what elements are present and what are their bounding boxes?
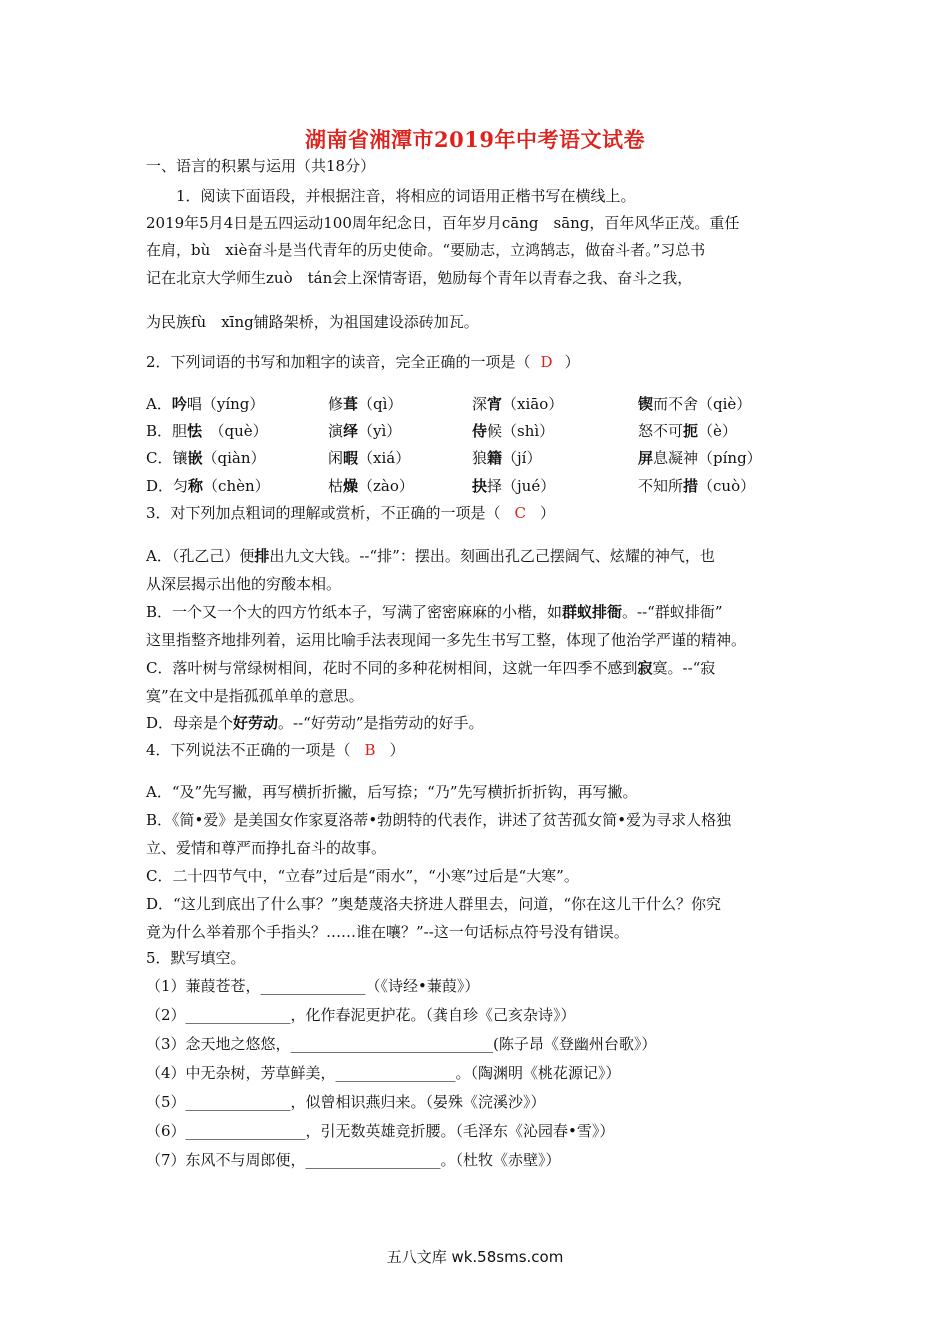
q3-option-c-line-2: 寞”在文中是指孤孤单单的意思。 (146, 687, 364, 705)
q2-option-b-4: 怒不可扼（è） (638, 422, 737, 440)
q2-option-d-3: 抉择（jué） (472, 477, 556, 495)
q3-option-c-line-1: C．落叶树与常绿树相间，花时不同的多种花树相间，这就一年四季不感到寂寞。--“寂 (146, 659, 716, 677)
q2-option-c-4: 屏息凝神（píng） (638, 449, 762, 467)
q3-option-a-line-2: 从深层揭示出他的穷酸本相。 (146, 575, 342, 593)
q4-stem-text: 4．下列说法不正确的一项是（ (146, 741, 351, 759)
q5-item-7: （7）东风不与周郎便，__________________。（杜牧《赤壁》） (146, 1151, 561, 1169)
q2-option-d-1: D．匀称（chèn） (146, 477, 270, 495)
q5-item-6: （6）________________，引无数英雄竞折腰。（毛泽东《沁园春•雪》） (146, 1122, 615, 1140)
q2-option-b-2: 演绎（yì） (328, 422, 402, 440)
q1-line-4: 为民族fù xīng铺路架桥，为祖国建设添砖加瓦。 (146, 313, 479, 331)
q4-option-c: C．二十四节气中，“立春”过后是“雨水”，“小寒”过后是“大寒”。 (146, 867, 579, 885)
q3-stem-text: 3．对下列加点粗词的理解或赏析，不正确的一项是（ (146, 504, 501, 522)
q5-stem: 5．默写填空。 (146, 949, 246, 967)
q2-stem (146, 352, 580, 372)
q3-option-b-line-2: 这里指整齐地排列着，运用比喻手法表现闻一多先生书写工整，体现了他治学严谨的精神。 (146, 631, 747, 649)
q3-stem (146, 503, 555, 523)
page-title: 湖南省湘潭市2019年中考语文试卷 (305, 127, 645, 152)
q3-option-d: D．母亲是个好劳动。--“好劳动”是指劳动的好手。 (146, 714, 484, 732)
q2-option-d-4: 不知所措（cuò） (638, 477, 756, 495)
q4-option-a: A．“及”先写撇，再写横折折撇，后写捺；“乃”先写横折折折钩，再写撇。 (146, 783, 638, 801)
q3-option-a-line-1: A．（孔乙己）便排出九文大钱。--“排”：摆出。刻画出孔乙己摆阔气、炫耀的神气，也 (146, 547, 715, 565)
q2-option-c-3: 狼籍（jí） (472, 449, 542, 467)
q2-option-c-2: 闲暇（xiá） (328, 449, 411, 467)
q1-line-3: 记在北京大学师生zuò tán会上深情寄语，勉励每个青年以青春之我、奋斗之我， (146, 269, 693, 287)
section-heading: 一、语言的积累与运用（共18分） (146, 157, 376, 175)
q2-option-b-3: 侍候（shì） (472, 422, 555, 440)
q2-close: ） (564, 353, 580, 371)
q2-option-b-1: B．胆怯 （què） (146, 422, 268, 440)
q2-option-c-1: C．镶嵌（qiàn） (146, 449, 266, 467)
q1-line-2: 在肩，bù xiè奋斗是当代青年的历史使命。“要励志，立鸿鹄志，做奋斗者。”习总书 (146, 241, 706, 259)
q4-option-d-line-1: D．“这儿到底出了什么事？”奥楚蔑洛夫挤进人群里去，问道，“你在这儿干什么？你究 (146, 895, 722, 913)
q5-item-2: （2）______________，化作春泥更护花。（龚自珍《己亥杂诗》） (146, 1006, 576, 1024)
q1-line-1: 2019年5月4日是五四运动100周年纪念日，百年岁月cāng sāng，百年风华正茂。重任 (146, 214, 740, 232)
q3-option-b-line-1: B．一个又一个大的四方竹纸本子，写满了密密麻麻的小楷，如群蚁排衙。--“群蚁排衙” (146, 603, 723, 621)
q4-close: ） (389, 741, 405, 759)
q4-option-b-line-2: 立、爱情和尊严而挣扎奋斗的故事。 (146, 839, 387, 857)
q2-option-a-4: 锲而不舍（qiè） (638, 395, 752, 413)
q4-answer: B (364, 741, 376, 759)
q4-option-d-line-2: 竟为什么举着那个手指头？……谁在嚷？”--这一句话标点符号没有错误。 (146, 923, 629, 941)
q3-answer: C (514, 504, 527, 522)
q2-option-a-3: 深宵（xiāo） (472, 395, 564, 413)
q2-option-a-1: A．吟唱（yíng） (146, 395, 265, 413)
q3-close: ） (540, 504, 556, 522)
q5-item-1: （1）蒹葭苍苍，______________（《诗经•蒹葭》） (146, 977, 480, 995)
q2-option-a-2: 修葺（qì） (328, 395, 403, 413)
q5-item-4: （4）中无杂树，芳草鲜美，________________。（陶渊明《桃花源记》） (146, 1064, 621, 1082)
q2-option-d-2: 枯燥（zào） (328, 477, 414, 495)
q5-item-5: （5）______________，似曾相识燕归来。（晏殊《浣溪沙》） (146, 1093, 546, 1111)
q4-stem (146, 740, 405, 760)
q4-option-b-line-1: B．《简•爱》是美国女作家夏洛蒂•勃朗特的代表作，讲述了贫苦孤女简•爱为寻求人格独 (146, 811, 732, 829)
footer-watermark: 五八文库 wk.58sms.com (386, 1248, 564, 1266)
q1-prompt: 1．阅读下面语段，并根据注音，将相应的词语用正楷书写在横线上。 (176, 187, 636, 205)
q2-answer: D (540, 353, 553, 371)
q2-stem-text: 2．下列词语的书写和加粗字的读音，完全正确的一项是（ (146, 353, 531, 371)
q5-item-3: （3）念天地之悠悠，___________________________(陈子昂《登幽州台歌》） (146, 1035, 657, 1053)
